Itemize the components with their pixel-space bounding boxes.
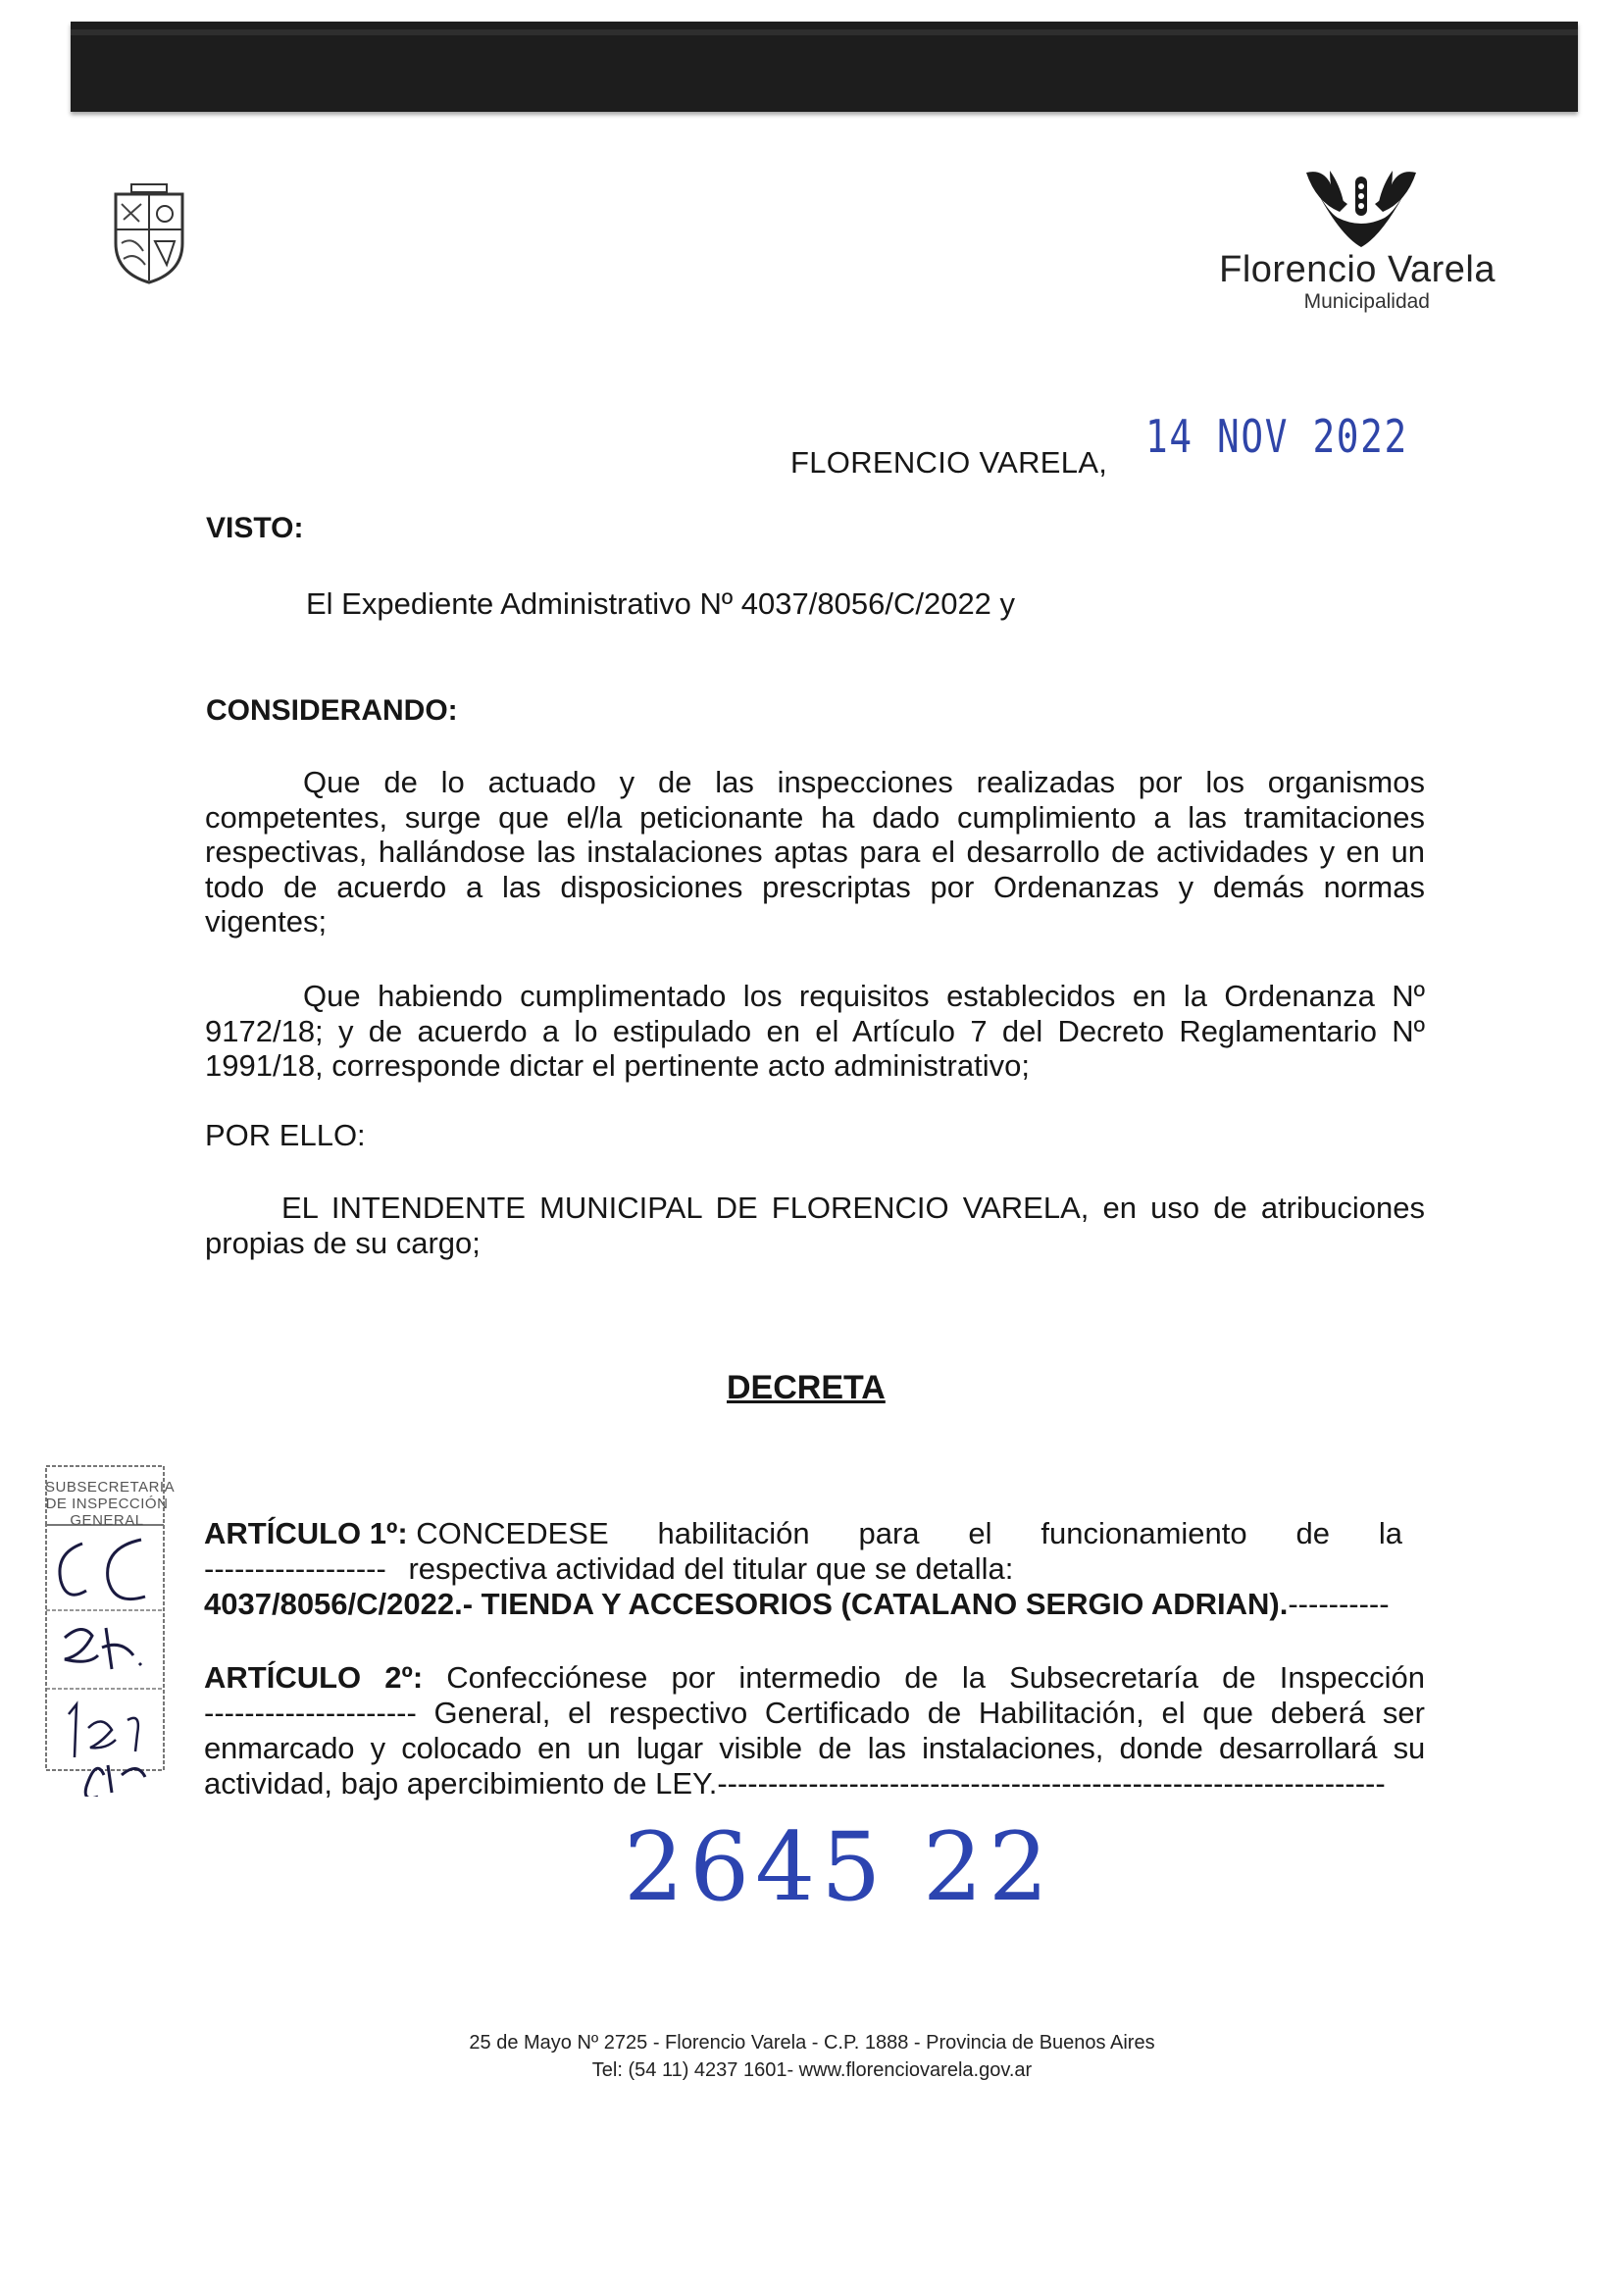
articulo-1-line-3: [204, 1587, 1425, 1622]
considerando-paragraph-1: Que de lo actuado y de las inspecciones realizadas por los organismos competentes, surge que el/la peticionante ha dado cumplimiento a las tramitaciones respectivas, hallándose las instalaciones aptas para el desarrollo de actividades y en un todo de acuerdo a las disposiciones prescriptas por Ordenanzas y demás normas vigentes;: [205, 765, 1425, 939]
articulo-1-line-2: [204, 1551, 1425, 1587]
articulo-1-titular: 4037/8056/C/2022.- TIENDA Y ACCESORIOS (CATALANO SERGIO ADRIAN).: [204, 1587, 1289, 1621]
logo-subtitle: Municipalidad: [1303, 290, 1430, 313]
word: funcionamiento: [1040, 1516, 1247, 1550]
florencio-varela-logo-icon: [1300, 167, 1422, 249]
articulo-2-line-3: enmarcado y colocado en un lugar visible de las instalaciones, donde desarrollará su: [204, 1731, 1425, 1765]
municipal-shield-icon: [110, 182, 188, 284]
articulo-1-label: ARTÍCULO 1º:: [204, 1516, 408, 1550]
articulo-2-text: actividad, bajo apercibimiento de LEY.: [204, 1766, 718, 1801]
word: CONCEDESE: [416, 1516, 609, 1550]
articulo-2-line-1: [204, 1660, 1425, 1696]
decree-number-stamp: 2645 22: [624, 1812, 1054, 1922]
footer-contact: Tel: (54 11) 4237 1601- www.florenciovarela.gov.ar: [591, 2059, 1033, 2081]
articulo-2-label: ARTÍCULO 2º:: [204, 1660, 424, 1695]
footer-address: 25 de Mayo Nº 2725 - Florencio Varela - C.P. 1888 - Provincia de Buenos Aires: [469, 2032, 1155, 2054]
visto-text: El Expediente Administrativo Nº 4037/8056/C/2022 y: [306, 586, 1016, 621]
considerando-paragraph-2: Que habiendo cumplimentado los requisitos establecidos en la Ordenanza Nº 9172/18; y de acuerdo a lo estipulado en el Artículo 7 del Decreto Reglamentario Nº 1991/18, corresponde dictar el pertinente acto administrativo;: [205, 979, 1425, 1083]
scan-top-bar: [71, 22, 1578, 112]
decreta-heading: DECRETA: [727, 1369, 886, 1406]
dash-fill: ----------: [1288, 1587, 1390, 1621]
stamp-text: [45, 1479, 176, 1529]
dateline-place: FLORENCIO VARELA,: [790, 445, 1108, 480]
date-stamp: 14 NOV 2022: [1145, 410, 1408, 463]
articulo-1-line-1: [204, 1516, 1402, 1551]
dash-fill: ------------------------------------------------------------------: [717, 1766, 1386, 1801]
word: el: [968, 1516, 992, 1550]
por-ello: POR ELLO:: [205, 1118, 366, 1152]
word: la: [1378, 1516, 1402, 1550]
stamp-line: SUBSECRETARIA: [45, 1479, 176, 1496]
logo-name: Florencio Varela: [1219, 249, 1496, 290]
intendente-paragraph: EL INTENDENTE MUNICIPAL DE FLORENCIO VARELA, en uso de atribuciones propias de su cargo;: [205, 1191, 1425, 1260]
articulo-2-line-4: [204, 1766, 1425, 1801]
stamp-line: GENERAL: [70, 1512, 144, 1529]
articulo-2-line-2: [204, 1696, 1425, 1731]
considerando-heading: CONSIDERANDO:: [206, 694, 458, 727]
dash-fill: ------------------: [204, 1551, 386, 1586]
dash-fill: ---------------------: [204, 1696, 417, 1730]
word: de: [1295, 1516, 1330, 1550]
word: habilitación: [657, 1516, 810, 1550]
visto-heading: VISTO:: [206, 512, 304, 544]
stamp-line: DE INSPECCIÓN: [45, 1496, 169, 1512]
word: para: [858, 1516, 920, 1550]
articulo-2-text: Confecciónese por intermedio de la Subsecretaría de Inspección: [446, 1660, 1425, 1695]
articulo-2-text: General, el respectivo Certificado de Habilitación, el que deberá ser: [433, 1696, 1425, 1730]
articulo-1-text: respectiva actividad del titular que se detalla:: [408, 1551, 1014, 1586]
